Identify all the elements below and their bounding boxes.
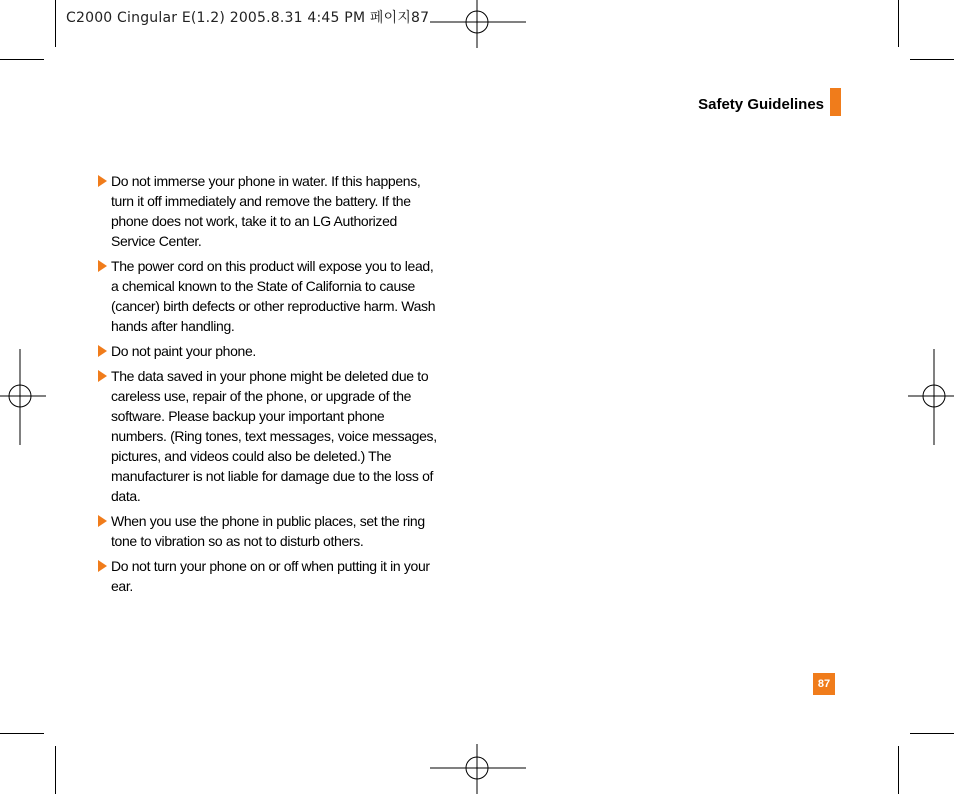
list-item [96, 556, 442, 596]
list-item-text: Do not turn your phone on or off when putting it in your ear. [111, 558, 430, 594]
triangle-bullet-icon [98, 560, 107, 572]
registration-mark-left [0, 349, 46, 445]
list-item [96, 511, 442, 551]
triangle-bullet-icon [98, 175, 107, 187]
crop-mark [898, 0, 899, 47]
list-item-text: The data saved in your phone might be deleted due to careless use, repair of the phone, or upgrade of the software. Please backup your important phone numbers. (Ring tones, text messages, voice messages, pictures, and videos could also be deleted.) The manufacturer is not liable for damage due to the loss of data. [111, 368, 437, 504]
crop-mark [898, 746, 899, 794]
triangle-bullet-icon [98, 260, 107, 272]
registration-mark-bottom [430, 744, 526, 794]
list-item-text: When you use the phone in public places, set the ring tone to vibration so as not to disturb others. [111, 513, 425, 549]
page-number-badge: 87 [813, 673, 835, 695]
registration-mark-right [908, 349, 954, 445]
list-item [96, 341, 442, 361]
list-item-text: Do not paint your phone. [111, 343, 256, 359]
crop-mark [0, 733, 44, 734]
crop-mark [910, 733, 954, 734]
crop-mark [910, 59, 954, 60]
section-accent-bar [830, 88, 841, 116]
crop-mark [55, 0, 56, 47]
crop-mark [0, 59, 44, 60]
safety-bullet-list [96, 171, 442, 601]
list-item-text: The power cord on this product will expose you to lead, a chemical known to the State of California to cause (cancer) birth defects or other reproductive harm. Wash hands after handling. [111, 258, 436, 334]
triangle-bullet-icon [98, 345, 107, 357]
list-item [96, 256, 442, 336]
section-title: Safety Guidelines [698, 96, 824, 113]
triangle-bullet-icon [98, 515, 107, 527]
list-item-text: Do not immerse your phone in water. If this happens, turn it off immediately and remove the battery. If the phone does not work, take it to an LG Authorized Service Center. [111, 173, 421, 249]
crop-mark [55, 746, 56, 794]
triangle-bullet-icon [98, 370, 107, 382]
list-item [96, 171, 442, 251]
registration-mark-top [430, 0, 526, 48]
print-slug: C2000 Cingular E(1.2) 2005.8.31 4:45 PM 페이지87 [66, 10, 430, 26]
list-item [96, 366, 442, 506]
